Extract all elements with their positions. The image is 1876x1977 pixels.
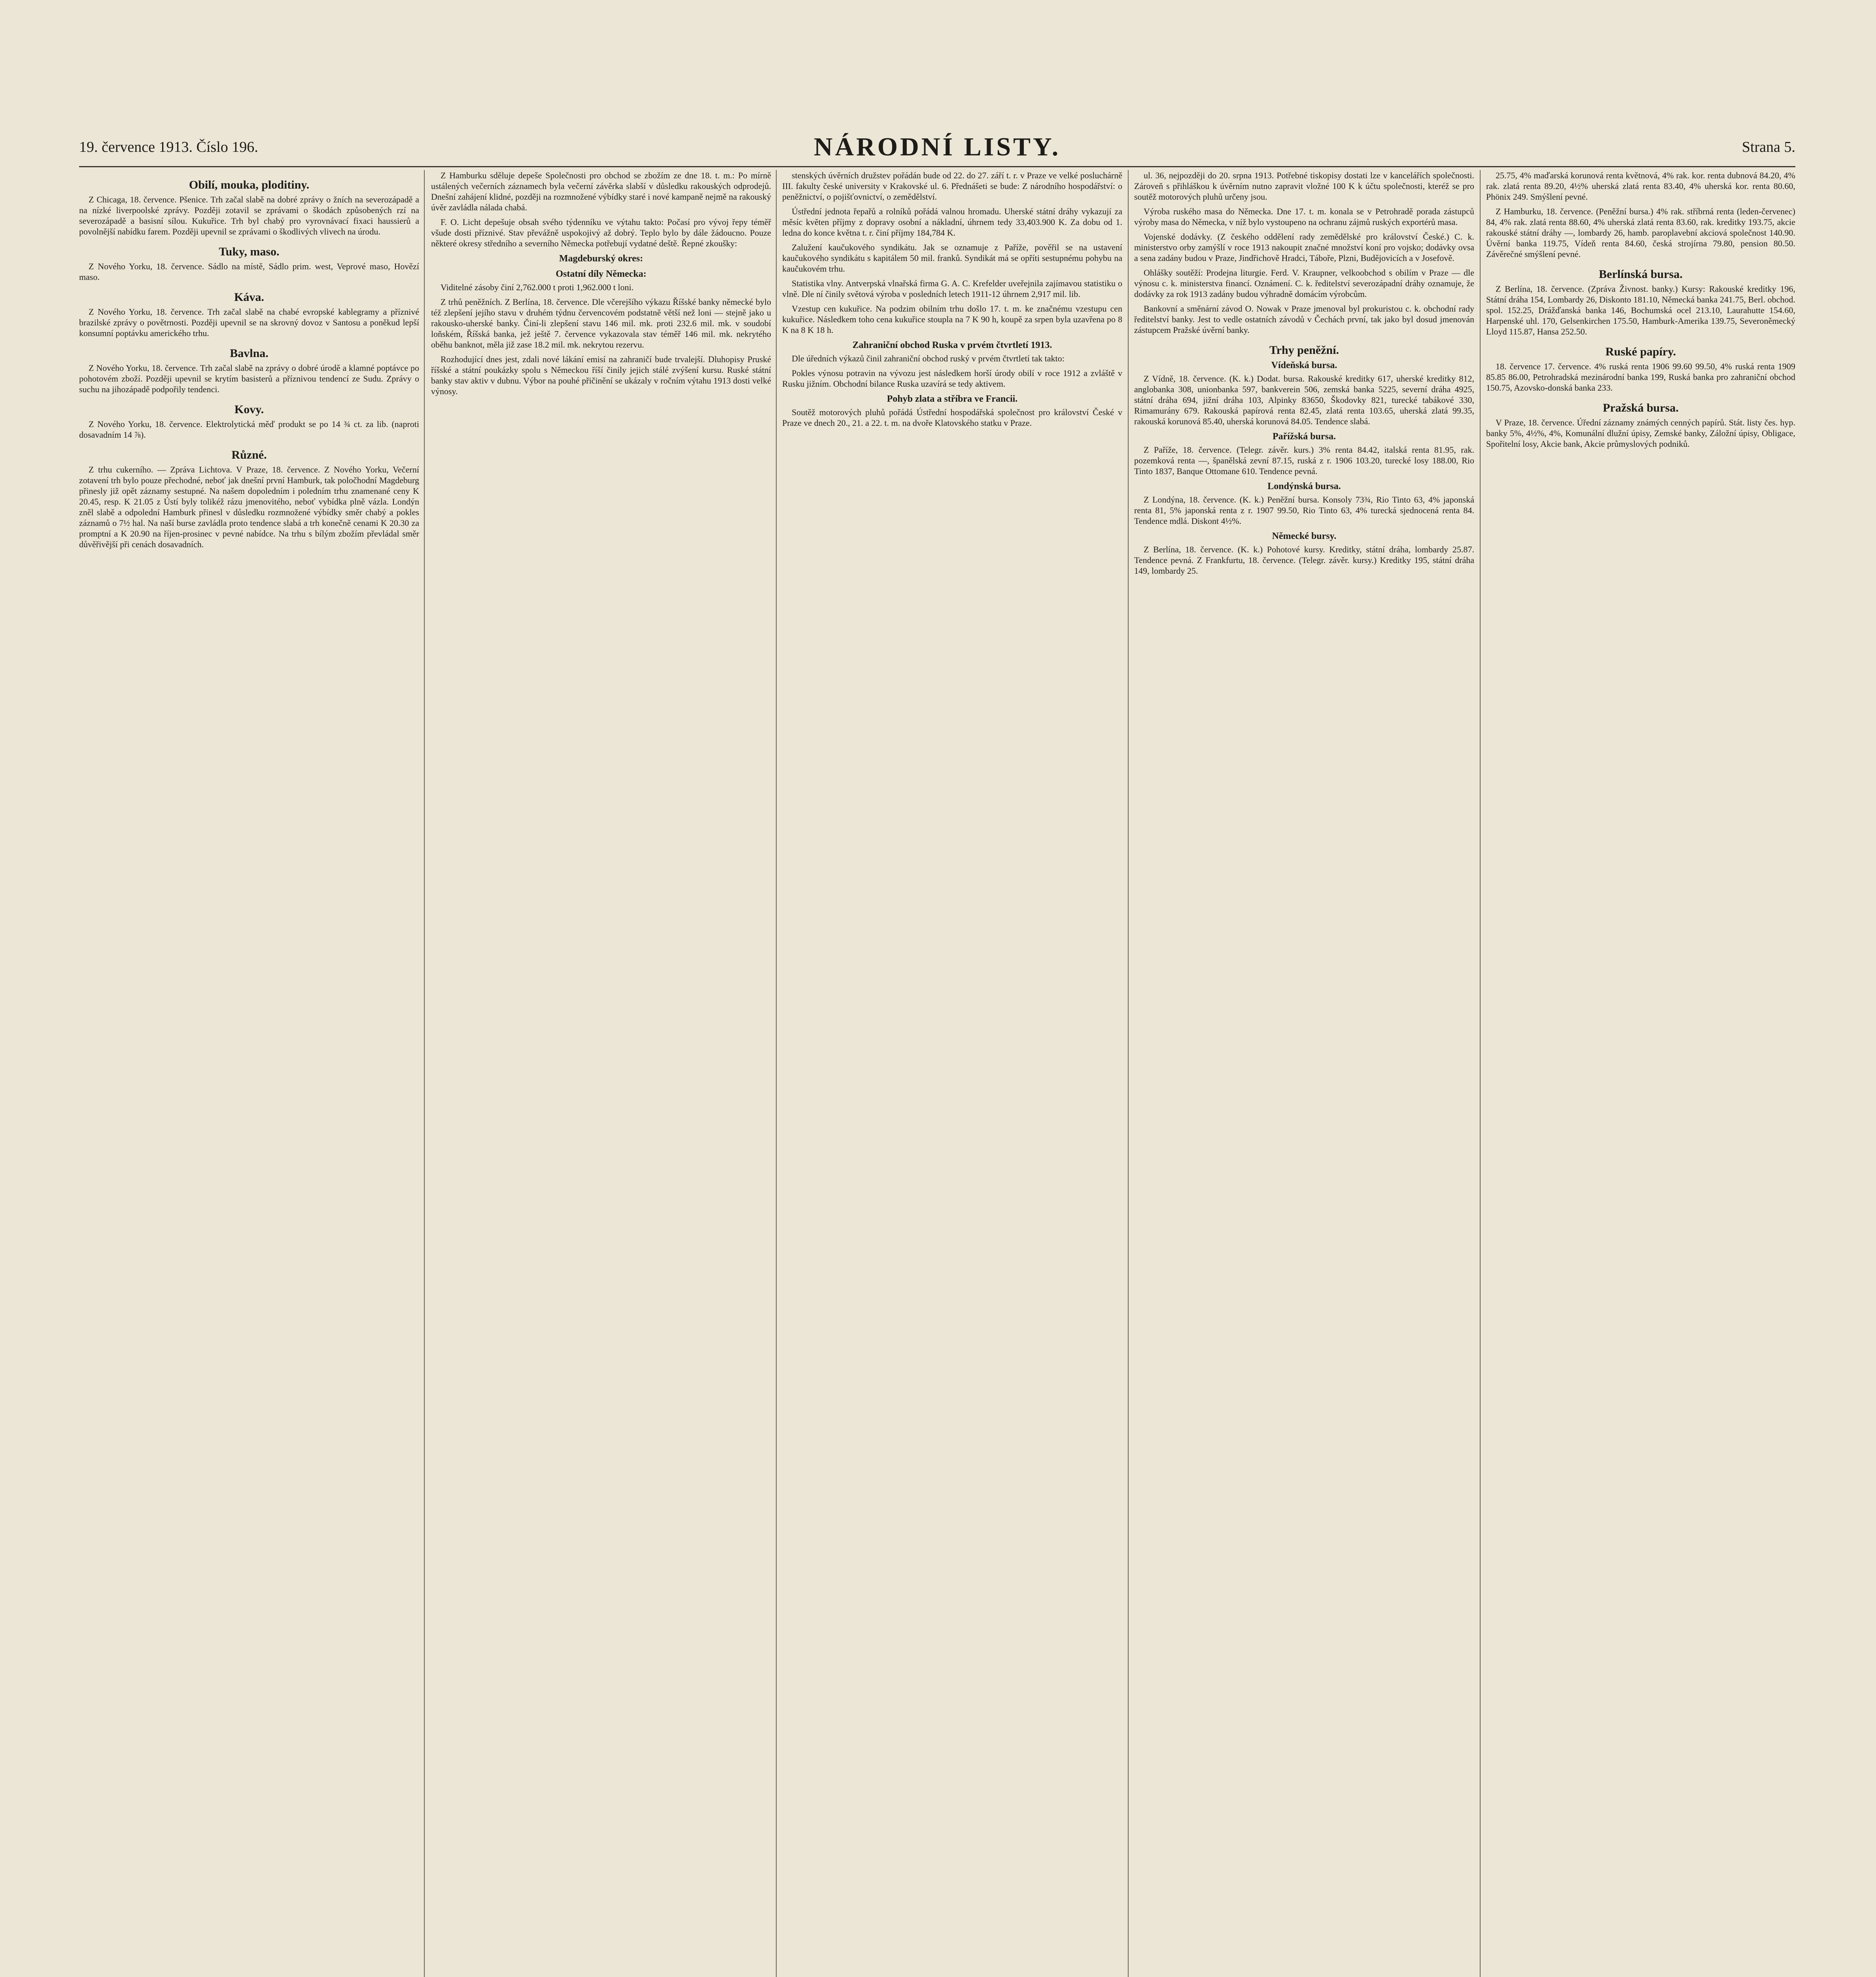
article-text: F. O. Licht depešuje obsah svého týdenníku ve výtahu takto: Počasí pro vývoj řepy téměř všude dosti příznivé. Stav převážně uspokojivý až dobrý. Teplo bylo by dále žádoucno. Pouze některé okresy středního a severního Německa potřebují vydatné deště. Řepné zkoušky:	[431, 217, 771, 248]
article-text: Rozhodující dnes jest, zdali nové lákání emisí na zahraničí bude trvalejší. Dluhopisy Pruské říšské a státní poukázky spolu s Německou říší činily jejich stálé zvýšení kursu. Ruské státní banky stav aktiv v dubnu. Výbor na pouhé přičinění se ukázaly v ročním výtahu 1913 dosti velké výnosy.	[431, 354, 771, 396]
article-text: Z Chicaga, 18. července. Pšenice. Trh začal slabě na dobré zprávy o žních na severozápadě a na nízké liverpoolské zprávy. Později zotavil se zprávami o škodách způsobených rzí na severozápadě a basisní sílou. Kukuřice. Trh byl chabý pro vyrovnávací fixaci haussierů a povolnější nabídku farem. Později upevnil se zprávami o škodlivých vlivech na úrodu.	[79, 195, 419, 236]
article-text: Vojenské dodávky. (Z českého oddělení rady zemědělské pro království České.) C. k. ministerstvo orby zamýšlí v roce 1913 nakoupit značné množství koní pro vojsko; dodávky ovsa a sena zadány budou v Praze, Jindřichově Hradci, Táboře, Plzni, Budějovicích a v Josefově.	[1134, 232, 1474, 263]
column-1	[79, 170, 419, 1977]
article-text: Z trhů peněžních. Z Berlína, 18. července. Dle včerejšího výkazu Říšské banky německé bylo též zlepšení jejího stavu v druhém týdnu červencovém podstatně větší než loni — stejně jako u rakousko-uherské banky. Činí-li zlepšení stavu 146 mil. mk. proti 232.6 mil. mk. v soudobí loňském, Říšská banka, jež ještě 7. července vykazovala stav téměř 146 mil. mk. nekrytého oběhu banknot, měla již zase 18.2 mil. mk. nekrytou rezervu.	[431, 297, 771, 350]
section-heading: Zahraniční obchod Ruska v prvém čtvrtletí 1913.	[852, 340, 1052, 350]
masthead-rule	[79, 166, 1795, 167]
section-heading: Trhy peněžní.	[1269, 344, 1339, 357]
section-heading: Bavlna.	[230, 347, 269, 360]
section-heading: Káva.	[234, 291, 264, 304]
section-heading: Berlínská bursa.	[1599, 268, 1683, 281]
subsection-heading: Londýnská bursa.	[1267, 481, 1341, 491]
article-text: Zalužení kaučukového syndikátu. Jak se oznamuje z Paříže, pověřil se na ustavení kaučukového syndikátu s kapitálem 50 mil. franků. Syndikát má se opříti sestupnému pohybu na kaučukovém trhu.	[782, 242, 1122, 274]
article-text: Z trhu cukerního. — Zpráva Lichtova. V Praze, 18. července. Z Nového Yorku, Večerní zotavení trh bylo pouze přechodné, neboť jak dnešní první Hamburk, tak poločhodní Magdeburg přinesly již opět záznamy sestupné. Na našem dopoledním i poledním trhu znamenané ceny K 20.45, resp. K 21.05 z Ústí byly tolikéž rázu jmenovitého, neboť vybídka plně vázla. Londýn zněl slabě a odpolední Hamburk přinesl v důsledku rozmnožené výbídky směr chabý a pokles záznamů o 7½ hal. Na naší burse zavládla proto tendence slabá a trh konečně cenami K 20.30 za promptní a K 20.90 na říjen-prosinec v pevné nabídce. Na trhu s bílým zbožím převládal směr důvěřivější při cenách dosavadních.	[79, 465, 419, 549]
article-text: ul. 36, nejpozději do 20. srpna 1913. Potřebné tiskopisy dostati lze v kancelářích společnosti. Zároveň s přihláškou k úvěrním nutno zapravit vložné 100 K k účtu společnosti, kteréž se pro soutěž motorových pluhů určeny jsou.	[1134, 170, 1474, 202]
section-heading: Tuky, maso.	[219, 245, 280, 258]
section-heading: Pražská bursa.	[1603, 401, 1679, 414]
article-text: Vzestup cen kukuřice. Na podzim obilním trhu došlo 17. t. m. ke značnému vzestupu cen kukuřice. Následkem toho cena kukuřice stoupla na 7 K 90 h, koupě za srpen byla uzavřena po 8 K na 8 K 18 h.	[782, 304, 1122, 335]
article-text: Soutěž motorových pluhů pořádá Ústřední hospodářská společnost pro království České v Praze ve dnech 20., 21. a 22. t. m. na dvoře Klatovského statku v Praze.	[782, 407, 1122, 428]
article-text: Z Hamburku sděluje depeše Společnosti pro obchod se zbožím ze dne 18. t. m.: Po mírně ustálených večerních záznamech byla večerní závěrka slabší v důsledku rakouských odprodejů. Dnešní zahájení klidné, později na rozmnožené výbídky staré i nové kampaně nejmě na rakouský úvěr zavládla nálada chabá.	[431, 170, 771, 212]
table-heading: Ostatní díly Německa:	[556, 269, 647, 279]
issue-date: 19. července 1913. Číslo 196.	[79, 139, 258, 155]
article-text: 18. července 17. července. 4% ruská renta 1906 99.60 99.50, 4% ruská renta 1909 85.85 86.00, Petrohradská mezinárodní banka 199, Ruská banka pro zahraniční obchod 150.75, Azovsko-donská banka 233.	[1486, 361, 1795, 393]
article-text: Z Nového Yorku, 18. července. Sádlo na místě, Sádlo prim. west, Veprové maso, Hovězí maso.	[79, 261, 419, 282]
article-text: Ohlášky soutěží: Prodejna liturgie. Ferd. V. Kraupner, velkoobchod s obilím v Praze — dle výnosu c. k. ministerstva financí. Oznámení. C. k. ředitelství severozápadní dráhy oznamuje, že dodávky za rok 1913 zadány budou výhradně domácím výrobcům.	[1134, 268, 1474, 299]
masthead	[79, 130, 1795, 166]
article-text: stenských úvěrních družstev pořádán bude od 22. do 27. září t. r. v Praze ve velké posluchárně III. fakulty české university v Krakovské ul. 6. Přednášeti se bude: Z národního hospodářství: o peněžnictví, o pojišťovnictví, o zemědělství.	[782, 170, 1122, 202]
article-text: Z Vídně, 18. července. (K. k.) Dodat. bursa. Rakouské kreditky 617, uherské kreditky 812, anglobanka 308, unionbanka 597, bankverein 506, zemská banka 5225, severní dráha 4925, státní dráha 694, jižní dráha 103, Alpinky 83650, Škodovky 821, turecké tabákové 330, Rimamurány 679. Rakouská papírová renta 82.45, zlatá renta 103.65, uherská zlatá 99.35, rakouská korunová 85.40, uherská korunová 84.05. Tendence slabá.	[1134, 374, 1474, 426]
article-text: Bankovní a směnární závod O. Nowak v Praze jmenoval byl prokuristou c. k. obchodní rady ředitelství banky. Jest to vedle ostatních závodů v Čechách první, tak jako byl dosud jmenován zástupcem Pražské úvěrní banky.	[1134, 304, 1474, 335]
section-heading: Ruské papíry.	[1605, 345, 1676, 358]
article-text: Z Berlína, 18. července. (Zpráva Živnost. banky.) Kursy: Rakouské kreditky 196, Státní dráha 154, Lombardy 26, Diskonto 181.10, Německá banka 241.75, Berl. obchod. spol. 152.25, Drážďanská banka 146, Bochumská ocel 213.10, Laurahutte 154.60, Harpenské uhl. 170, Gelsenkirchen 175.50, Hamburk-Amerika 139.75, Severoněmecký Lloyd 115.87, Hansa 252.50.	[1486, 284, 1795, 336]
column-2	[431, 170, 771, 1977]
column-divider	[424, 170, 425, 1977]
article-text: Z Nového Yorku, 18. července. Elektrolytická měď produkt se po 14 ¾ ct. za lib. (naproti dosavadním 14 ⅞).	[79, 419, 419, 440]
article-text: Viditelné zásoby činí 2,762.000 t proti 1,962.000 t loni.	[441, 282, 634, 292]
article-text: Statistika vlny. Antverpská vlnařská firma G. A. C. Krefelder uveřejnila zajímavou statistiku o vlně. Dle ní činily světová výroba v posledních letech 1911-12 úhrnem 2,917 mil. lib.	[782, 278, 1122, 299]
article-text: Z Berlína, 18. července. (K. k.) Pohotové kursy. Kreditky, státní dráha, lombardy 25.87. Tendence pevná. Z Frankfurtu, 18. července. (Telegr. závěr. kursy.) Kreditky 195, státní dráha 149, lombardy 25.	[1134, 544, 1474, 576]
section-heading: Kovy.	[234, 403, 264, 416]
article-text: 25.75, 4% maďarská korunová renta květnová, 4% rak. kor. renta dubnová 84.20, 4% rak. zlatá renta 89.20, 4½% uherská zlatá renta 83.40, 4% uherská kor. renta 80.60, Phönix 249. Smýšlení pevné.	[1486, 170, 1795, 202]
section-heading: Různé.	[231, 448, 267, 461]
article-text: Ústřední jednota řepařů a rolníků pořádá valnou hromadu. Uherské státní dráhy vykazují za měsíc květen příjmy z dopravy osobní a nákladní, úhrnem tedy 33,403.900 K. Za dobu od 1. ledna do konce května t. r. činí příjmy 184,784 K.	[782, 206, 1122, 238]
table-heading: Magdeburský okres:	[559, 253, 643, 264]
subsection-heading: Vídeňská bursa.	[1271, 360, 1337, 370]
subsection-heading: Pařížská bursa.	[1272, 431, 1336, 442]
newspaper-title: NÁRODNÍ LISTY.	[813, 132, 1061, 161]
column-divider	[1480, 170, 1481, 1977]
article-text: Z Hamburku, 18. července. (Peněžní bursa.) 4% rak. stříbrná renta (leden-červenec) 84, 4% rak. zlatá renta 88.60, 4% uherská zlatá renta 83.60, rak. kreditky 193.75, akcie rakouské státní dráhy —, lombardy 26, hamb. paroplavební akciová společnost 140.90. Úvěrní banka 119.75, Vídeň renta 84.60, česká strojírna 79.80, pension 80.50. Závěrečné smýšlení pevné.	[1486, 206, 1795, 259]
article-text: V Praze, 18. července. Úřední záznamy známých cenných papírů. Stát. listy čes. hyp. banky 5%, 4½%, 4%, Komunální dlužní úpisy, Zemské banky, Záložní úpisy, Obligace, Spořitelní losy, Akcie bank, Akcie průmyslových podniků.	[1486, 418, 1795, 449]
column-5	[1486, 170, 1795, 1977]
article-text: Z Paříže, 18. července. (Telegr. závěr. kurs.) 3% renta 84.42, italská renta 81.95, rak. pozemková renta —, španělská zevní 87.15, ruská z r. 1906 103.20, turecké losy 188.00, Rio Tinto 1837, Banque Ottomane 610. Tendence pevná.	[1134, 445, 1474, 476]
column-divider	[1128, 170, 1129, 1977]
article-text: Z Nového Yorku, 18. července. Trh začal slabě na zprávy o dobré úrodě a klamné poptávce po pohotovém zboží. Později upevnil se krytím basisterů a příznivou tendencí ze Sudu. Zprávy o suchu na jihozápadě podpořily tendenci.	[79, 363, 419, 394]
page-number: Strana 5.	[1742, 139, 1795, 155]
article-text: Dle úředních výkazů činil zahraniční obchod ruský v prvém čtvrtletí tak takto:	[792, 353, 1065, 363]
column-4	[1134, 170, 1474, 1977]
article-text: Z Nového Yorku, 18. července. Trh začal slabě na chabé evropské kablegramy a příznivé brazilské zprávy o povětrnosti. Později upevnil se na skrovný dovoz v Santosu a poněkud lepší konsumní poptávku amerického trhu.	[79, 307, 419, 338]
column-3	[782, 170, 1122, 1977]
article-text: Pokles výnosu potravin na vývozu jest následkem horší úrody obilí v roce 1912 a zvláště v Rusku jižním. Obchodní bilance Ruska uzavírá se tedy aktivem.	[782, 368, 1122, 389]
subsection-heading: Německé bursy.	[1272, 531, 1337, 541]
section-heading: Obilí, mouka, ploditiny.	[189, 178, 310, 191]
article-text: Z Londýna, 18. července. (K. k.) Peněžní bursa. Konsoly 73¾, Rio Tinto 63, 4% japonská renta 81, 5% japonská renta z r. 1907 99.50, Rio Tinto 63, 4% turecká sjednocená renta 84. Tendence mdlá. Diskont 4½%.	[1134, 495, 1474, 526]
section-heading: Pohyb zlata a stříbra ve Francii.	[887, 394, 1018, 404]
column-divider	[776, 170, 777, 1977]
article-text: Výroba ruského masa do Německa. Dne 17. t. m. konala se v Petrohradě porada zástupců výroby masa do Německa, v níž bylo vystoupeno na ochranu zájmů ruských exportérů masa.	[1134, 206, 1474, 227]
